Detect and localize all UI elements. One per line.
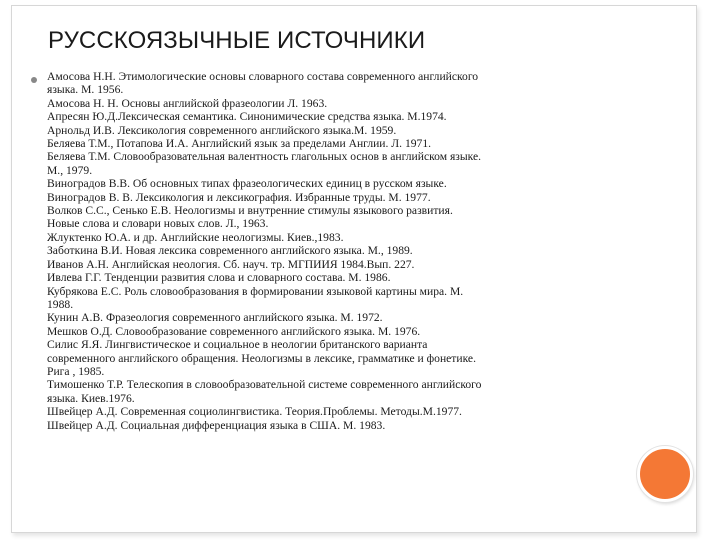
reference-line: М., 1979.	[47, 163, 93, 177]
reference-line: Беляева Т.М. Словообразовательная валентность глагольных основ в английском языке.	[47, 150, 482, 164]
reference-line: Швейцер А.Д. Современная социолингвистика. Теория.Проблемы. Методы.М.1977.	[47, 405, 462, 419]
reference-line: языка. Киев.1976.	[47, 391, 135, 405]
reference-line: Мешков О.Д. Словообразование современного английского языка. М. 1976.	[47, 324, 421, 338]
reference-line: Амосова Н.Н. Этимологические основы словарного состава современного английского	[47, 70, 479, 83]
reference-line: языка. М. 1956.	[47, 83, 124, 97]
reference-line: Виноградов В.В. Об основных типах фразеологических единиц в русском языке.	[47, 177, 447, 191]
reference-line: Заботкина В.И. Новая лексика современного английского языка. М., 1989.	[47, 244, 413, 258]
reference-line: Новые слова и словари новых слов. Л., 1963.	[47, 217, 269, 231]
reference-line: Беляева Т.М., Потапова И.А. Английский язык за пределами Англии. Л. 1971.	[47, 137, 432, 151]
reference-line: Амосова Н. Н. Основы английской фразеологии Л. 1963.	[47, 96, 328, 110]
reference-line: Апресян Ю.Д.Лексическая семантика. Синонимические средства языка. М.1974.	[47, 110, 447, 124]
reference-line: Рига , 1985.	[47, 364, 105, 378]
orange-circle-decoration	[637, 446, 693, 502]
reference-line: 1988.	[47, 297, 74, 311]
reference-line: Волков С.С., Сенько Е.В. Неологизмы и внутренние стимулы языкового развития.	[47, 204, 453, 218]
reference-line: Кунин А.В. Фразеология современного английского языка. М. 1972.	[47, 311, 383, 325]
reference-line: Швейцер А.Д. Социальная дифференциация языка в США. М. 1983.	[47, 418, 386, 432]
bullet-dot-icon	[31, 77, 37, 83]
reference-line: Силис Я.Я. Лингвистическое и социальное в неологии британского варианта	[47, 338, 428, 352]
reference-line: Арнольд И.В. Лексикология современного английского языка.М. 1959.	[47, 123, 397, 137]
reference-line: Жлуктенко Ю.А. и др. Английские неологизмы. Киев.,1983.	[47, 230, 344, 244]
reference-line: Виноградов В. В. Лексикология и лексикография. Избранные труды. М. 1977.	[47, 190, 431, 204]
reference-line: Ивлева Г.Г. Тенденции развития слова и словарного состава. М. 1986.	[47, 271, 391, 285]
reference-line: современного английского обращения. Неологизмы в лексике, грамматике и фонетике.	[47, 351, 476, 365]
reference-line: Иванов А.Н. Английская неология. Сб. науч. тр. МГПИИЯ 1984.Вып. 227.	[47, 257, 415, 271]
reference-list	[47, 70, 622, 432]
reference-line: Кубрякова Е.С. Роль словообразования в формировании языковой картины мира. М.	[47, 284, 464, 298]
reference-line: Тимошенко Т.Р. Телескопия в словообразовательной системе современного английского	[47, 378, 482, 392]
slide-title: РУССКОЯЗЫЧНЫЕ ИСТОЧНИКИ	[48, 27, 426, 54]
